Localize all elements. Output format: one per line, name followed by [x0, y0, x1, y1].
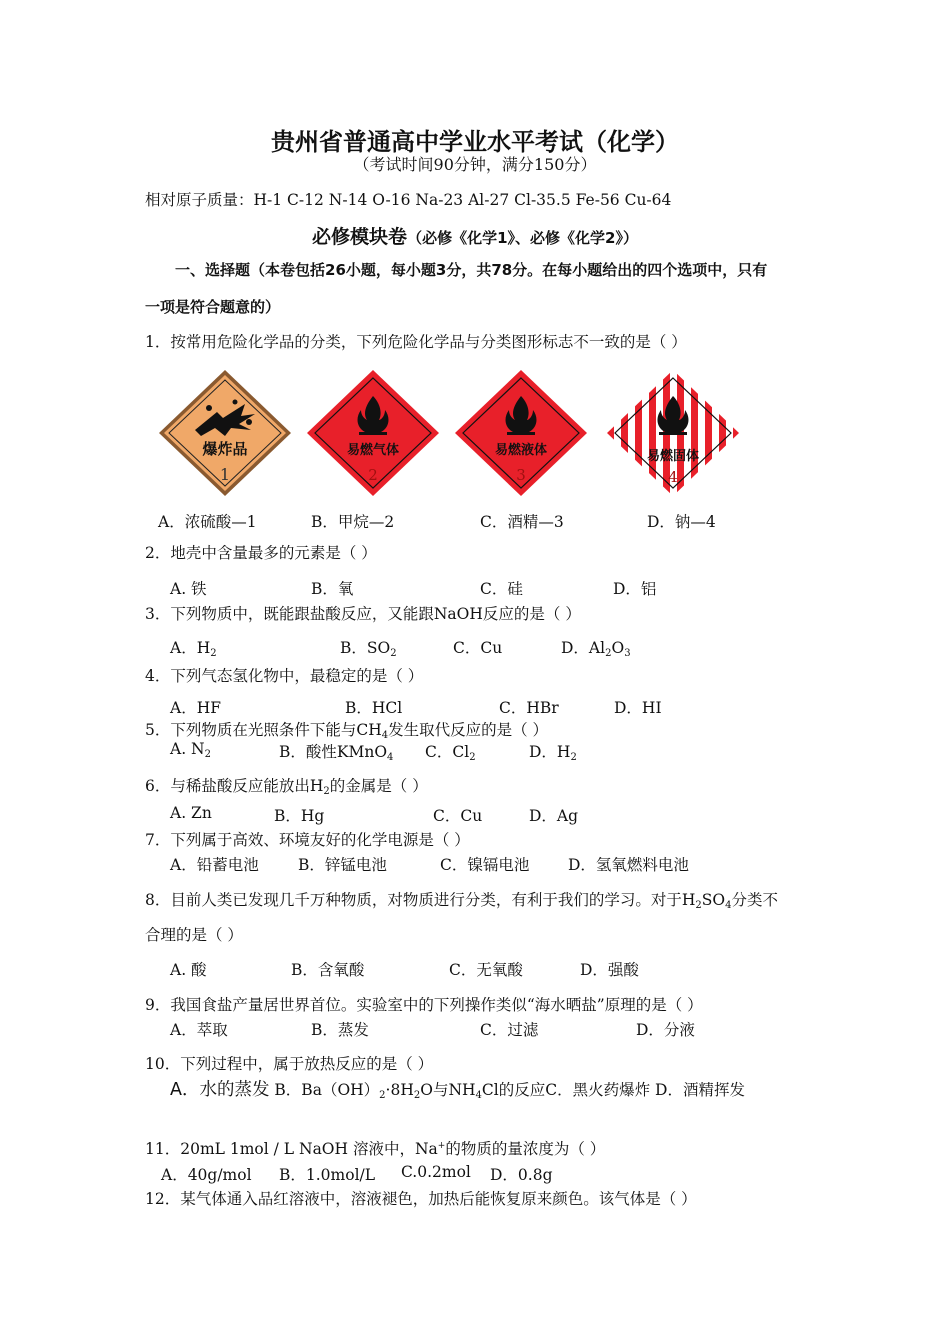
- question-6-option-a: A. Zn: [170, 804, 212, 822]
- question-10-option-c: C．黑火药爆炸: [545, 1081, 651, 1099]
- subscript: 2: [570, 752, 577, 763]
- stem-text: 11．20mL 1mol / L NaOH 溶液中，Na: [145, 1140, 438, 1158]
- question-2-option-b: B．氧: [311, 580, 354, 598]
- sign-label: 易燃固体: [646, 449, 700, 464]
- flammable-solid-sign: [603, 368, 743, 498]
- question-8-option-c: C．无氧酸: [449, 961, 523, 979]
- module-title: 必修模块卷: [312, 226, 408, 248]
- question-9-option-c: C．过滤: [480, 1021, 539, 1039]
- subscript: 2: [605, 648, 612, 659]
- question-1-option-d: D．钠—4: [647, 513, 716, 531]
- question-1-stem: 1．按常用危险化学品的分类，下列危险化学品与分类图形标志不一致的是（ ）: [145, 333, 687, 351]
- question-1-option-b: B．甲烷—2: [311, 513, 395, 531]
- question-11-option-d: D．0.8g: [490, 1166, 553, 1184]
- question-3-stem: 3．下列物质中，既能跟盐酸反应，又能跟NaOH反应的是（ ）: [145, 605, 581, 623]
- question-9-option-b: B．蒸发: [311, 1021, 369, 1039]
- question-3-option-a: [170, 636, 217, 659]
- question-1-option-c: C．酒精—3: [480, 513, 564, 531]
- subscript: 3: [624, 648, 631, 659]
- subscript: 2: [323, 786, 330, 797]
- formula: O: [611, 639, 625, 657]
- question-6-stem: [145, 774, 428, 797]
- question-7-option-a: A．铅蓄电池: [170, 856, 259, 874]
- question-8-stem-line-2: 合理的是（ ）: [145, 926, 243, 944]
- question-3-option-b: [340, 636, 397, 659]
- subscript: 2: [390, 648, 397, 659]
- subscript: 2: [204, 749, 211, 760]
- subscript: 4: [725, 900, 732, 911]
- question-6-option-b: B．Hg: [274, 807, 325, 825]
- question-9-option-a: A．萃取: [170, 1021, 228, 1039]
- explosive-sign: [155, 368, 295, 498]
- question-3-option-c: C．Cu: [453, 639, 503, 657]
- question-4-option-b: B．HCl: [345, 699, 403, 717]
- question-5-option-c: [425, 740, 476, 763]
- question-2-stem: 2．地壳中含量最多的元素是（ ）: [145, 544, 377, 562]
- question-8-stem: [145, 888, 778, 911]
- question-10-option-d: D．酒精挥发: [655, 1081, 745, 1099]
- question-6-option-c: C．Cu: [433, 807, 483, 825]
- question-10-options: [170, 1076, 745, 1101]
- question-7-option-d: D．氢氧燃料电池: [568, 856, 689, 874]
- instructions-line-1: 一、选择题（本卷包括26小题，每小题3分，共78分。在每小题给出的四个选项中，只有: [175, 261, 768, 279]
- question-5-option-a: [170, 740, 211, 760]
- stem-text: 的金属是（ ）: [329, 777, 428, 795]
- question-7-option-c: C．镍镉电池: [440, 856, 530, 874]
- formula: B．SO: [340, 639, 391, 657]
- question-11-option-b: B．1.0mol/L: [279, 1166, 376, 1184]
- question-8-option-b: B．含氧酸: [291, 961, 365, 979]
- subscript: 4: [381, 730, 389, 741]
- sign-number: 4: [668, 468, 678, 486]
- question-11-option-c: C.0.2mol: [401, 1163, 471, 1181]
- formula: B．酸性KMnO: [279, 743, 388, 761]
- sign-label: 爆炸品: [202, 440, 248, 458]
- flammable-gas-sign: [303, 368, 443, 498]
- subscript: 2: [210, 648, 217, 659]
- flammable-liquid-sign: [451, 368, 591, 498]
- formula: SO: [701, 891, 726, 909]
- question-6-option-d: D．Ag: [529, 807, 579, 825]
- question-2-option-d: D．铝: [613, 580, 657, 598]
- instructions-line-2: 一项是符合题意的）: [145, 298, 281, 316]
- formula: C．Cl: [425, 743, 470, 761]
- question-8-option-a: A. 酸: [170, 961, 207, 979]
- stem-text: 发生取代反应的是（ ）: [388, 721, 549, 739]
- question-4-option-c: C．HBr: [499, 699, 559, 717]
- question-2-option-c: C．硅: [480, 580, 523, 598]
- question-4-option-a: A．HF: [170, 699, 221, 717]
- sign-label: 易燃气体: [346, 443, 400, 458]
- stem-text: 5．下列物质在光照条件下能与CH: [145, 721, 382, 739]
- stem-text: 6．与稀盐酸反应能放出H: [145, 777, 324, 795]
- superscript: +: [437, 1141, 446, 1151]
- question-4-stem: 4．下列气态氢化物中，最稳定的是（ ）: [145, 667, 424, 685]
- formula: D．Al: [561, 639, 606, 657]
- subscript: 2: [469, 752, 476, 763]
- question-12-stem: 12．某气体通入品红溶液中，溶液褪色，加热后能恢复原来颜色。该气体是（ ）: [145, 1190, 697, 1208]
- subscript: 4: [387, 752, 394, 763]
- sign-number: 2: [368, 466, 378, 484]
- subscript: 2: [379, 1090, 386, 1101]
- formula: O与NH: [420, 1081, 476, 1099]
- question-3-option-d: [561, 636, 631, 659]
- formula: Cl的反应: [481, 1081, 546, 1099]
- question-10-option-a: A．水的蒸发: [170, 1080, 270, 1100]
- stem-text: 的物质的量浓度为（ ）: [445, 1140, 606, 1158]
- module-subtitle: （必修《化学1》、必修《化学2》）: [407, 229, 638, 247]
- question-10-stem: 10．下列过程中，属于放热反应的是（ ）: [145, 1055, 434, 1073]
- formula: A. N: [170, 740, 205, 758]
- sign-label: 易燃液体: [494, 443, 548, 458]
- question-9-stem: 9．我国食盐产量居世界首位。实验室中的下列操作类似“海水晒盐”原理的是（ ）: [145, 996, 703, 1014]
- stem-text: 分类不: [731, 891, 778, 909]
- question-5-option-b: [279, 740, 393, 763]
- module-heading: [0, 222, 950, 249]
- question-11-stem: [145, 1137, 605, 1159]
- question-8-option-d: D．强酸: [580, 961, 639, 979]
- atomic-masses: 相对原子质量：H-1 C-12 N-14 O-16 Na-23 Al-27 Cl-35.5 Fe-56 Cu-64: [145, 191, 672, 209]
- sign-number: 3: [516, 466, 526, 484]
- question-4-option-d: D．HI: [614, 699, 662, 717]
- question-10-option-b: [274, 1081, 545, 1099]
- question-2-option-a: A. 铁: [170, 580, 207, 598]
- question-7-option-b: B．锌锰电池: [298, 856, 387, 874]
- question-5-option-d: [529, 740, 577, 763]
- formula: A．H: [170, 639, 211, 657]
- question-5-stem: [145, 718, 548, 741]
- formula: B．Ba（OH）: [274, 1081, 380, 1099]
- sign-number: 1: [219, 465, 231, 484]
- question-9-option-d: D．分液: [636, 1021, 695, 1039]
- formula: ·8H: [385, 1081, 414, 1099]
- question-11-option-a: A．40g/mol: [161, 1166, 252, 1184]
- subscript: 2: [695, 900, 702, 911]
- stem-text: 8．目前人类已发现几千万种物质，对物质进行分类，有利于我们的学习。对于H: [145, 891, 696, 909]
- exam-info: （考试时间90分钟，满分150分）: [353, 155, 597, 174]
- formula: D．H: [529, 743, 571, 761]
- subscript: 4: [475, 1090, 482, 1101]
- question-7-stem: 7．下列属于高效、环境友好的化学电源是（ ）: [145, 831, 470, 849]
- page-title: 贵州省普通高中学业水平考试（化学）: [271, 128, 679, 156]
- question-1-option-a: A．浓硫酸—1: [158, 513, 257, 531]
- subscript: 2: [413, 1090, 421, 1101]
